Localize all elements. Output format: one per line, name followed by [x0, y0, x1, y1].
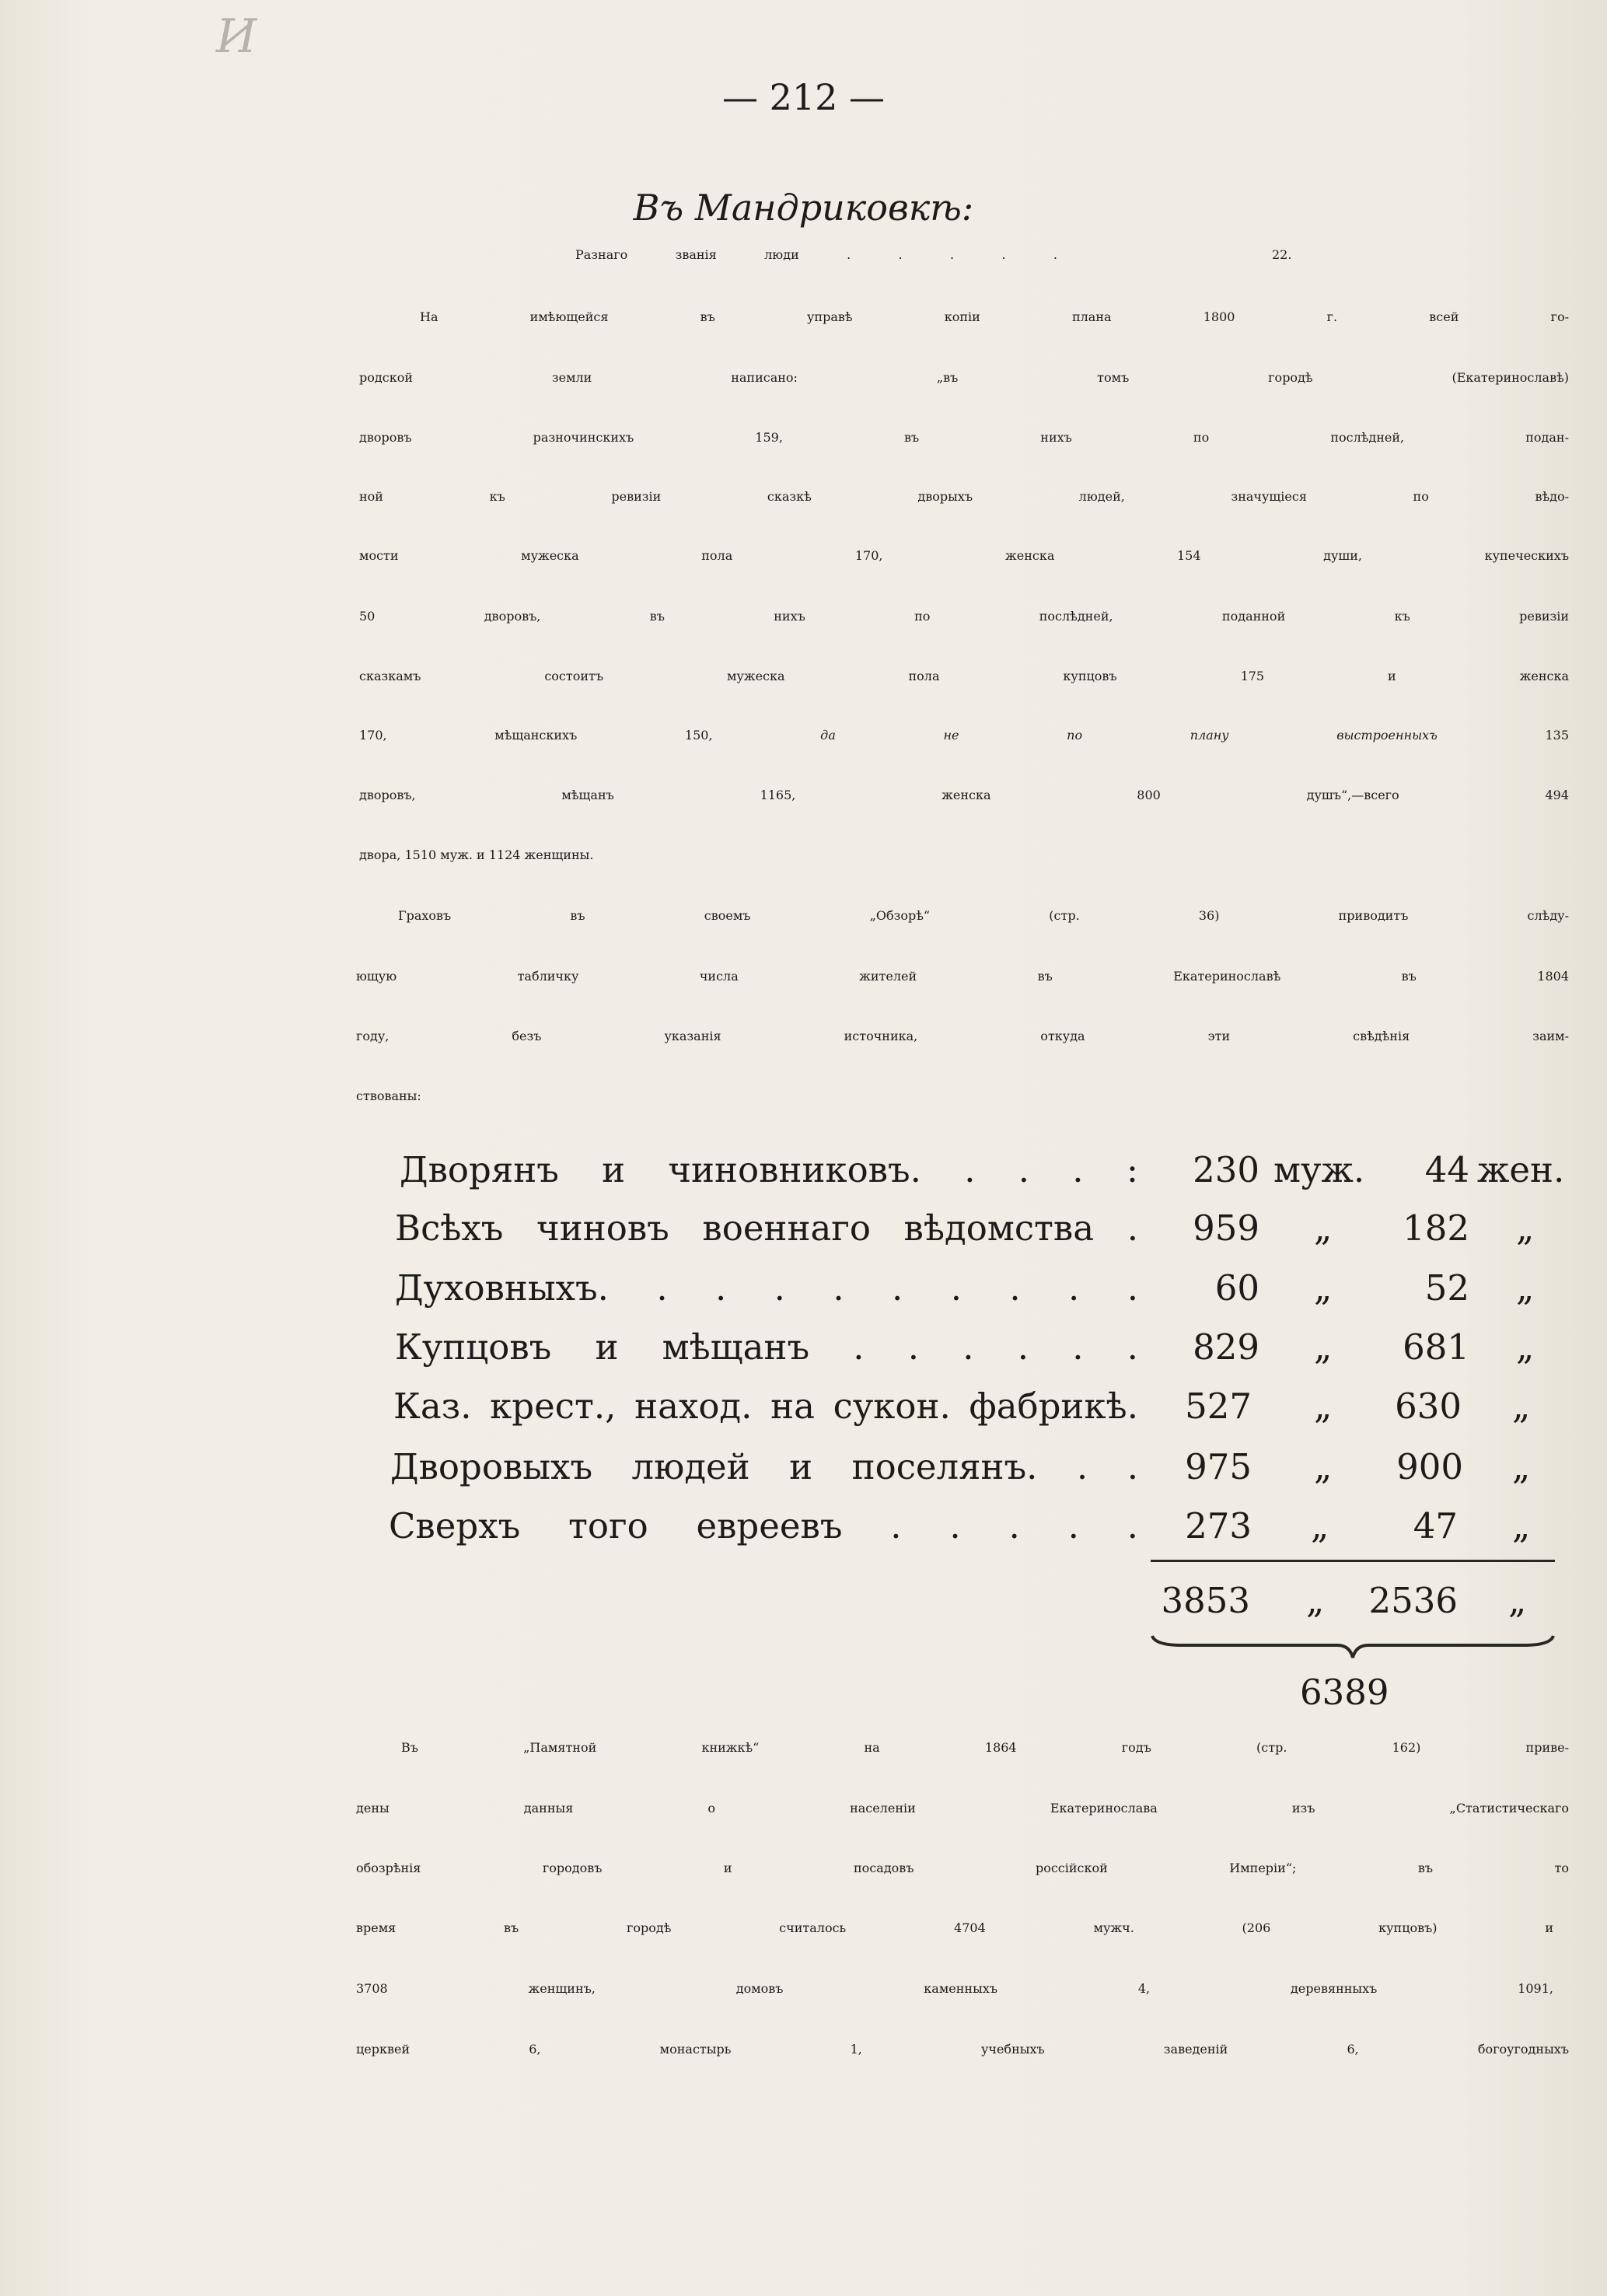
text-line: Граховъ въ своемъ „Обзорѣ“ (стр. 36) приводитъ слѣду- [398, 908, 1569, 923]
text-line: ной къ ревизіи сказкѣ дворыхъ людей, значущіеся по вѣдо- [359, 489, 1569, 504]
row-label: Сверхъ того евреевъ . . . . . [389, 1505, 1138, 1546]
ditto-mark: „ [1512, 1386, 1531, 1427]
row-label: Дворянъ и чиновниковъ. . . . : [400, 1149, 1138, 1190]
text-line: дены данныя о населеніи Екатеринослава изъ „Статистическаго [356, 1801, 1569, 1815]
women-count: 44 [1424, 1149, 1469, 1190]
men-count: 60 [1214, 1267, 1259, 1309]
ditto-mark: „ [1306, 1580, 1325, 1621]
men-total: 3853 [1161, 1580, 1250, 1621]
section-heading: Въ Мандриковкѣ: [633, 187, 974, 229]
ditto-mark: „ [1512, 1505, 1531, 1546]
sum-rule [1151, 1560, 1555, 1562]
text-segment: 135 [1545, 728, 1569, 743]
text-line: обозрѣнія городовъ и посадовъ россійской Имперіи“; въ то [356, 1861, 1569, 1875]
women-count: 681 [1403, 1326, 1469, 1368]
women-count: 630 [1395, 1386, 1462, 1427]
row-label: Духовныхъ. . . . . . . . . . [395, 1267, 1138, 1309]
grouping-brace [1151, 1633, 1555, 1664]
women-total: 2536 [1368, 1580, 1458, 1621]
text-line: 50 дворовъ, въ нихъ по послѣдней, поданной къ ревизіи [359, 609, 1569, 624]
women-count: 182 [1403, 1207, 1469, 1249]
text-line: время въ городѣ считалось 4704 мужч. (206 купцовъ) и [356, 1920, 1553, 1935]
entry-label: Разнаго званія люди . . . . . [575, 247, 1057, 262]
men-count: 959 [1193, 1207, 1259, 1249]
ditto-mark: „ [1516, 1326, 1535, 1368]
text-line: году, безъ указанія источника, откуда эти свѣдѣнія заим- [356, 1029, 1569, 1043]
grand-total: 6389 [1300, 1672, 1389, 1713]
men-count: 273 [1185, 1505, 1252, 1546]
row-label: Всѣхъ чиновъ военнаго вѣдомства . [395, 1207, 1138, 1249]
entry-value: 22. [1272, 247, 1292, 262]
men-count: 975 [1185, 1446, 1252, 1487]
text-line-with-italic [359, 728, 1569, 743]
row-label: Дворовыхъ людей и поселянъ. . . [390, 1446, 1138, 1487]
ditto-mark: „ [1314, 1267, 1333, 1309]
row-label: Каз. крест., наход. на сукон. фабрикѣ. [393, 1386, 1138, 1427]
text-line: ющую табличку числа жителей въ Екатеринославѣ въ 1804 [356, 969, 1569, 984]
men-count: 527 [1185, 1386, 1252, 1427]
margin-note: И [216, 9, 257, 64]
text-line: дворовъ, мѣщанъ 1165, женска 800 душъ“,—всего 494 [359, 788, 1569, 802]
ditto-mark: „ [1314, 1386, 1333, 1427]
text-line: дворовъ разночинскихъ 159, въ нихъ по послѣдней, подан- [359, 430, 1569, 445]
text-segment: 170, мѣщанскихъ 150, [359, 728, 713, 743]
text-line: Въ „Памятной книжкѣ“ на 1864 годъ (стр. 162) приве- [401, 1740, 1569, 1755]
ditto-mark: „ [1516, 1207, 1535, 1249]
ditto-mark: „ [1314, 1207, 1333, 1249]
men-count: 829 [1193, 1326, 1259, 1368]
text-line: 3708 женщинъ, домовъ каменныхъ 4, деревянныхъ 1091, [356, 1981, 1553, 1996]
women-unit: жен. [1477, 1149, 1565, 1190]
ditto-mark: „ [1508, 1580, 1527, 1621]
text-line: На имѣющейся въ управѣ копіи плана 1800 г. всей го- [420, 309, 1569, 324]
text-line: родской земли написано: „въ томъ городѣ (Екатеринославѣ) [359, 370, 1569, 385]
row-label: Купцовъ и мѣщанъ . . . . . . [395, 1326, 1138, 1368]
text-line: мости мужеска пола 170, женска 154 души, купеческихъ [359, 548, 1569, 563]
text-line: сказкамъ состоитъ мужеска пола купцовъ 175 и женска [359, 669, 1569, 683]
men-unit: муж. [1273, 1149, 1365, 1190]
ditto-mark: „ [1311, 1505, 1329, 1546]
ditto-mark: „ [1314, 1446, 1333, 1487]
ditto-mark: „ [1516, 1267, 1535, 1309]
page-number: — 212 — [721, 76, 886, 118]
women-count: 900 [1396, 1446, 1463, 1487]
ditto-mark: „ [1314, 1326, 1333, 1368]
italic-phrase: да не по плану выстроенныхъ [820, 728, 1438, 743]
text-line: церквей 6, монастырь 1, учебныхъ заведеній 6, богоугодныхъ [356, 2042, 1569, 2057]
men-count: 230 [1193, 1149, 1259, 1190]
text-line: ствованы: [356, 1089, 421, 1103]
women-count: 47 [1413, 1505, 1458, 1546]
ditto-mark: „ [1512, 1446, 1531, 1487]
text-line: двора, 1510 муж. и 1124 женщины. [359, 847, 594, 862]
women-count: 52 [1424, 1267, 1469, 1309]
